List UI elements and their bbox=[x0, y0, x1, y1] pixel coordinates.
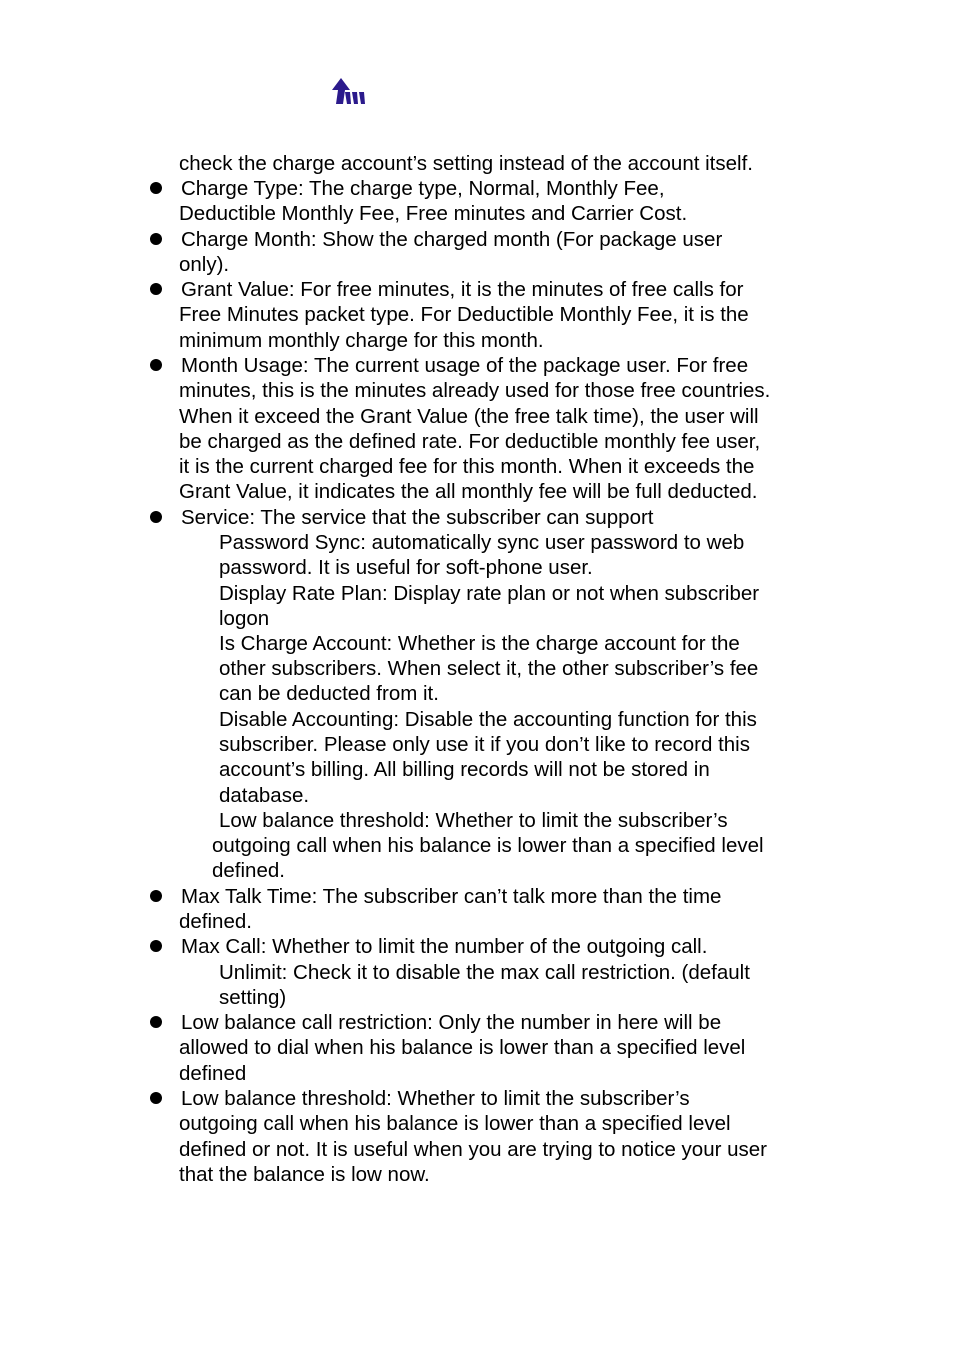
bullet-icon bbox=[150, 1016, 162, 1028]
text-line: defined. bbox=[179, 910, 252, 933]
text-line: Grant Value: For free minutes, it is the minutes of free calls for bbox=[181, 278, 744, 301]
text-line: only). bbox=[179, 253, 230, 276]
text-line: password. It is useful for soft-phone user. bbox=[219, 556, 593, 579]
text-line: it is the current charged fee for this month. When it exceeds the bbox=[179, 455, 755, 478]
text-line: Display Rate Plan: Display rate plan or not when subscriber bbox=[219, 582, 760, 605]
text-line: database. bbox=[219, 784, 310, 807]
text-line: Unlimit: Check it to disable the max call restriction. (default bbox=[219, 961, 750, 984]
text-line: setting) bbox=[219, 986, 287, 1009]
bullet-icon bbox=[150, 233, 162, 245]
text-line: Service: The service that the subscriber can support bbox=[181, 506, 654, 529]
bullet-icon bbox=[150, 511, 162, 523]
text-line: Max Call: Whether to limit the number of the outgoing call. bbox=[181, 935, 708, 958]
company-logo-icon bbox=[330, 76, 368, 108]
text-line: outgoing call when his balance is lower than a specified level bbox=[179, 1112, 731, 1135]
text-line: Charge Type: The charge type, Normal, Monthly Fee, bbox=[181, 177, 665, 200]
text-line: Charge Month: Show the charged month (For package user bbox=[181, 228, 723, 251]
text-line: can be deducted from it. bbox=[219, 682, 439, 705]
text-line: check the charge account’s setting instead of the account itself. bbox=[179, 152, 753, 175]
bullet-icon bbox=[150, 359, 162, 371]
text-line: Deductible Monthly Fee, Free minutes and Carrier Cost. bbox=[179, 202, 688, 225]
text-line: account’s billing. All billing records will not be stored in bbox=[219, 758, 710, 781]
text-line: defined or not. It is useful when you are trying to notice your user bbox=[179, 1138, 767, 1161]
text-line: subscriber. Please only use it if you don’t like to record this bbox=[219, 733, 750, 756]
bullet-icon bbox=[150, 1092, 162, 1104]
text-line: Max Talk Time: The subscriber can’t talk more than the time bbox=[181, 885, 722, 908]
text-line: Month Usage: The current usage of the package user. For free bbox=[181, 354, 749, 377]
text-line: Low balance threshold: Whether to limit the subscriber’s bbox=[181, 1087, 690, 1110]
text-line: minimum monthly charge for this month. bbox=[179, 329, 544, 352]
text-line: that the balance is low now. bbox=[179, 1163, 430, 1186]
text-line: other subscribers. When select it, the other subscriber’s fee bbox=[219, 657, 759, 680]
text-line: Free Minutes packet type. For Deductible Monthly Fee, it is the bbox=[179, 303, 749, 326]
text-line: When it exceed the Grant Value (the free talk time), the user will bbox=[179, 405, 759, 428]
bullet-icon bbox=[150, 890, 162, 902]
text-line: allowed to dial when his balance is lower than a specified level bbox=[179, 1036, 746, 1059]
text-line: defined. bbox=[212, 859, 285, 882]
text-line: Is Charge Account: Whether is the charge account for the bbox=[219, 632, 740, 655]
text-line: Low balance call restriction: Only the number in here will be bbox=[181, 1011, 722, 1034]
text-line: Low balance threshold: Whether to limit the subscriber’s bbox=[219, 809, 728, 832]
text-line: defined bbox=[179, 1062, 247, 1085]
text-line: outgoing call when his balance is lower than a specified level bbox=[212, 834, 764, 857]
text-line: be charged as the defined rate. For deductible monthly fee user, bbox=[179, 430, 761, 453]
bullet-icon bbox=[150, 940, 162, 952]
text-line: minutes, this is the minutes already used for those free countries. bbox=[179, 379, 771, 402]
text-line: Disable Accounting: Disable the accounting function for this bbox=[219, 708, 757, 731]
bullet-icon bbox=[150, 182, 162, 194]
text-line: Password Sync: automatically sync user password to web bbox=[219, 531, 745, 554]
text-line: logon bbox=[219, 607, 270, 630]
text-line: Grant Value, it indicates the all monthly fee will be full deducted. bbox=[179, 480, 758, 503]
bullet-icon bbox=[150, 283, 162, 295]
